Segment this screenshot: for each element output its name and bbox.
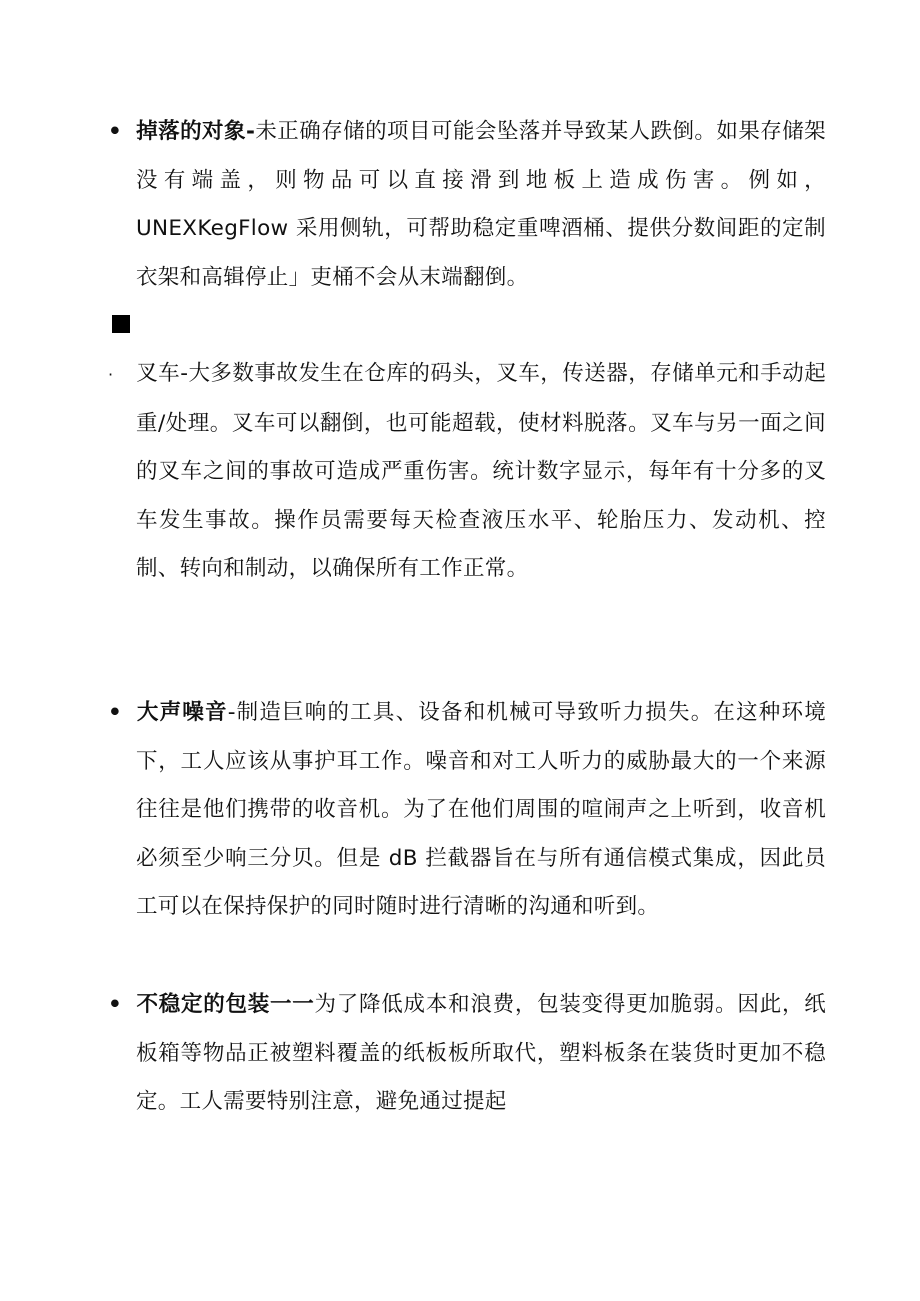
paragraph-body: 大多数事故发生在仓库的码头，叉车，传送器，存储单元和手动起重/处理。叉车可以翻倒，也可能超载，使材料脱落。叉车与另一面之间的叉车之间的事故可造成严重伤害。统计数字显示，每年有十分多的叉车发生事故。操作员需要每天检查液压水平、轮胎压力、发动机、控制、转向和制动，以确保所有工作正常。 bbox=[136, 361, 827, 581]
bullet: • bbox=[108, 119, 123, 144]
paragraph-title: 不稳定的包装一一 bbox=[136, 992, 315, 1017]
paragraph-title: 叉车 bbox=[136, 361, 181, 386]
paragraph-loud-noise bbox=[108, 689, 826, 932]
bullet: · bbox=[108, 365, 114, 384]
bullet: • bbox=[108, 992, 123, 1017]
paragraph-body: 未正确存储的项目可能会坠落并导致某人跌倒。如果存储架没有端盖，则物品可以直接滑到地板上造成伤害。例如，UNEXKegFlow 采用侧轨，可帮助稳定重啤酒桶、提供分数间距的定制衣架和高辑停止」吏桶不会从末端翻倒。 bbox=[136, 119, 826, 290]
title-separator: - bbox=[227, 700, 236, 725]
paragraph-unstable-packaging bbox=[108, 981, 826, 1127]
paragraph-falling-objects bbox=[108, 108, 826, 302]
title-separator: - bbox=[180, 361, 189, 386]
title-separator: - bbox=[245, 119, 256, 144]
paragraph-title: 大声噪音 bbox=[136, 700, 228, 725]
paragraph-body: 制造巨响的工具、设备和机械可导致听力损失。在这种环境下，工人应该从事护耳工作。噪音和对工人听力的威胁最大的一个来源往往是他们携带的收音机。为了在他们周围的喧闹声之上听到，收音机必须至少响三分贝。但是 dB 拦截器旨在与所有通信模式集成，因此员工可以在保持保护的同时随时进行清晰的沟通和听到。 bbox=[136, 700, 827, 919]
square-marker-icon bbox=[112, 315, 130, 333]
bullet: • bbox=[108, 700, 123, 725]
paragraph-title: 掉落的对象 bbox=[136, 119, 246, 144]
paragraph-body: 为了降低成本和浪费，包装变得更加脆弱。因此，纸板箱等物品正被塑料覆盖的纸板板所取代，塑料板条在装货时更加不稳定。工人需要特别注意，避免通过提起 bbox=[136, 992, 827, 1114]
paragraph-forklift bbox=[108, 350, 826, 594]
